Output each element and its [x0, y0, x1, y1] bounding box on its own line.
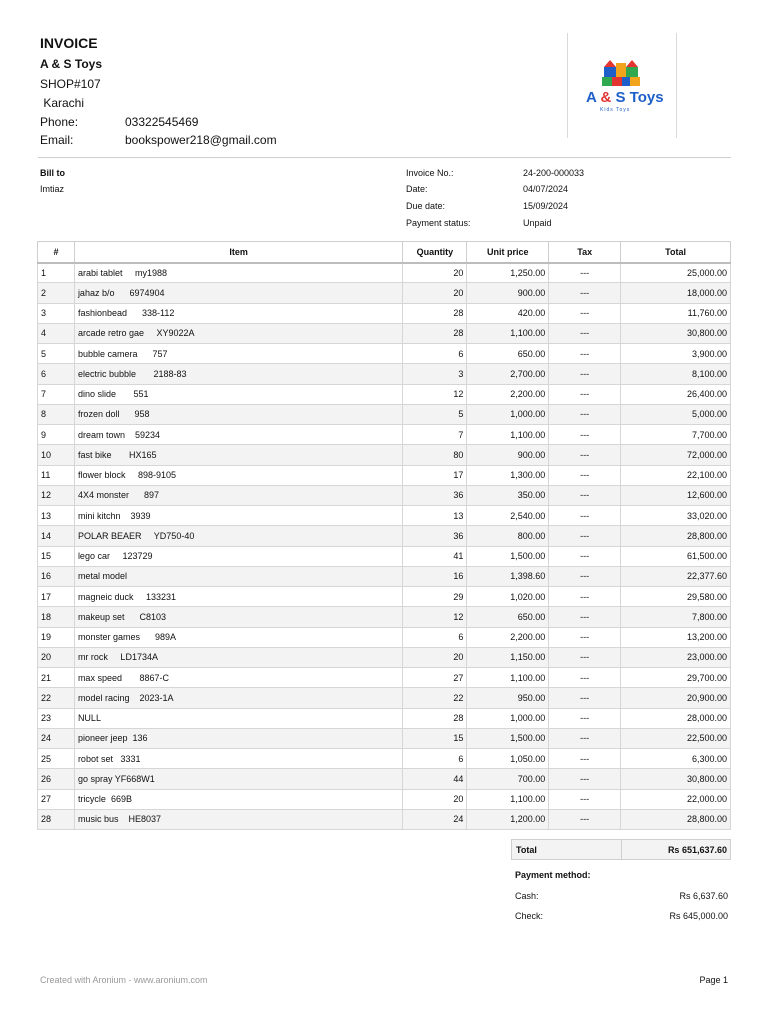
- row-item: model racing 2023-1A: [74, 688, 402, 708]
- row-tax: ---: [549, 425, 621, 445]
- row-item: go spray YF668W1: [74, 769, 402, 789]
- row-total: 28,000.00: [621, 708, 731, 728]
- row-quantity: 17: [403, 465, 467, 485]
- table-row: [38, 749, 731, 769]
- table-row: [38, 364, 731, 384]
- table-row: [38, 789, 731, 809]
- table-row: [38, 627, 731, 647]
- row-item: fast bike HX165: [74, 445, 402, 465]
- table-row: [38, 263, 731, 283]
- row-number: 15: [38, 546, 75, 566]
- table-row: [38, 526, 731, 546]
- row-quantity: 6: [403, 749, 467, 769]
- row-tax: ---: [549, 384, 621, 404]
- row-item: jahaz b/o 6974904: [74, 283, 402, 303]
- table-row: [38, 668, 731, 688]
- row-item: metal model: [74, 566, 402, 586]
- table-row: [38, 587, 731, 607]
- row-number: 7: [38, 384, 75, 404]
- row-item: pioneer jeep 136: [74, 728, 402, 748]
- row-quantity: 28: [403, 708, 467, 728]
- company-name: A & S Toys: [40, 57, 103, 71]
- row-item: electric bubble 2188-83: [74, 364, 402, 384]
- row-item: tricycle 669B: [74, 789, 402, 809]
- row-item: mini kitchn 3939: [74, 506, 402, 526]
- row-total: 28,800.00: [621, 809, 731, 829]
- row-tax: ---: [549, 607, 621, 627]
- row-quantity: 7: [403, 425, 467, 445]
- table-row: [38, 566, 731, 586]
- row-tax: ---: [549, 283, 621, 303]
- email-label: Email:: [40, 133, 74, 147]
- row-total: 29,580.00: [621, 587, 731, 607]
- row-total: 30,800.00: [621, 323, 731, 343]
- row-total: 8,100.00: [621, 364, 731, 384]
- column-header-quantity: Quantity: [403, 242, 467, 263]
- row-unit-price: 2,200.00: [467, 627, 549, 647]
- logo-tagline: Kids Toys: [600, 107, 631, 113]
- row-item: arcade retro gae XY9022A: [74, 323, 402, 343]
- row-quantity: 3: [403, 364, 467, 384]
- row-number: 11: [38, 465, 75, 485]
- row-unit-price: 950.00: [467, 688, 549, 708]
- table-row: [38, 465, 731, 485]
- row-total: 7,800.00: [621, 607, 731, 627]
- row-quantity: 20: [403, 283, 467, 303]
- row-unit-price: 900.00: [467, 283, 549, 303]
- table-row: [38, 344, 731, 364]
- row-tax: ---: [549, 566, 621, 586]
- row-total: 22,000.00: [621, 789, 731, 809]
- row-tax: ---: [549, 749, 621, 769]
- row-total: 23,000.00: [621, 647, 731, 667]
- row-total: 22,500.00: [621, 728, 731, 748]
- row-item: 4X4 monster 897: [74, 485, 402, 505]
- row-quantity: 20: [403, 263, 467, 283]
- row-unit-price: 650.00: [467, 344, 549, 364]
- row-tax: ---: [549, 769, 621, 789]
- row-quantity: 12: [403, 607, 467, 627]
- invoice-no-value: 24-200-000033: [523, 168, 585, 178]
- row-quantity: 41: [403, 546, 467, 566]
- row-number: 21: [38, 668, 75, 688]
- table-row: [38, 404, 731, 424]
- invoice-no-label: Invoice No.:: [406, 168, 454, 178]
- due-date-value: 15/09/2024: [523, 201, 569, 211]
- row-tax: ---: [549, 587, 621, 607]
- row-number: 24: [38, 728, 75, 748]
- row-unit-price: 1,250.00: [467, 263, 549, 283]
- row-number: 25: [38, 749, 75, 769]
- header-divider: [38, 157, 731, 158]
- bill-to-name: Imtiaz: [40, 184, 65, 194]
- row-quantity: 15: [403, 728, 467, 748]
- row-quantity: 44: [403, 769, 467, 789]
- logo-brand-amp: &: [600, 89, 612, 106]
- logo-brand-a: A: [586, 89, 597, 106]
- due-date-label: Due date:: [406, 201, 446, 211]
- row-number: 18: [38, 607, 75, 627]
- row-unit-price: 1,100.00: [467, 668, 549, 688]
- row-quantity: 6: [403, 344, 467, 364]
- row-total: 22,100.00: [621, 465, 731, 485]
- footer-credit: Created with Aronium - www.aronium.com: [40, 975, 208, 985]
- row-unit-price: 2,700.00: [467, 364, 549, 384]
- row-total: 5,000.00: [621, 404, 731, 424]
- column-header-unit-price: Unit price: [467, 242, 549, 263]
- column-header-tax: Tax: [549, 242, 621, 263]
- table-row: [38, 445, 731, 465]
- row-total: 22,377.60: [621, 566, 731, 586]
- grand-total-box: [511, 839, 731, 860]
- row-quantity: 28: [403, 323, 467, 343]
- row-total: 3,900.00: [621, 344, 731, 364]
- row-tax: ---: [549, 668, 621, 688]
- row-number: 12: [38, 485, 75, 505]
- row-number: 16: [38, 566, 75, 586]
- row-unit-price: 1,200.00: [467, 809, 549, 829]
- cash-label: Cash:: [515, 891, 539, 901]
- payment-method-label: Payment method:: [515, 870, 591, 880]
- logo-brand: [586, 89, 664, 106]
- row-unit-price: 700.00: [467, 769, 549, 789]
- row-quantity: 13: [403, 506, 467, 526]
- row-tax: ---: [549, 323, 621, 343]
- row-number: 8: [38, 404, 75, 424]
- row-item: NULL: [74, 708, 402, 728]
- table-row: [38, 728, 731, 748]
- grand-total-value: Rs 651,637.60: [667, 845, 727, 855]
- row-quantity: 20: [403, 789, 467, 809]
- email-value: bookspower218@gmail.com: [125, 133, 277, 147]
- page-title: INVOICE: [40, 35, 98, 51]
- row-item: frozen doll 958: [74, 404, 402, 424]
- row-unit-price: 1,050.00: [467, 749, 549, 769]
- page-number: Page 1: [699, 975, 728, 985]
- column-header-item: Item: [74, 242, 402, 263]
- row-tax: ---: [549, 627, 621, 647]
- row-quantity: 22: [403, 688, 467, 708]
- phone-value: 03322545469: [125, 115, 199, 129]
- table-row: [38, 323, 731, 343]
- row-item: mr rock LD1734A: [74, 647, 402, 667]
- row-total: 72,000.00: [621, 445, 731, 465]
- row-number: 20: [38, 647, 75, 667]
- row-item: makeup set C8103: [74, 607, 402, 627]
- column-header-total: Total: [621, 242, 731, 263]
- row-number: 23: [38, 708, 75, 728]
- row-tax: ---: [549, 789, 621, 809]
- row-unit-price: 650.00: [467, 607, 549, 627]
- table-row: [38, 283, 731, 303]
- row-number: 19: [38, 627, 75, 647]
- table-row: [38, 688, 731, 708]
- row-quantity: 12: [403, 384, 467, 404]
- row-unit-price: 2,200.00: [467, 384, 549, 404]
- row-quantity: 36: [403, 526, 467, 546]
- row-tax: ---: [549, 465, 621, 485]
- row-tax: ---: [549, 708, 621, 728]
- row-number: 10: [38, 445, 75, 465]
- phone-label: Phone:: [40, 115, 79, 129]
- table-row: [38, 303, 731, 323]
- row-number: 28: [38, 809, 75, 829]
- row-tax: ---: [549, 546, 621, 566]
- table-row: [38, 647, 731, 667]
- row-item: flower block 898-9105: [74, 465, 402, 485]
- row-total: 6,300.00: [621, 749, 731, 769]
- check-label: Check:: [515, 911, 544, 921]
- row-number: 3: [38, 303, 75, 323]
- row-item: max speed 8867-C: [74, 668, 402, 688]
- row-item: lego car 123729: [74, 546, 402, 566]
- row-item: POLAR BEAER YD750-40: [74, 526, 402, 546]
- row-total: 11,760.00: [621, 303, 731, 323]
- row-quantity: 36: [403, 485, 467, 505]
- row-total: 12,600.00: [621, 485, 731, 505]
- address-line-2: Karachi: [40, 96, 85, 110]
- row-quantity: 27: [403, 668, 467, 688]
- row-unit-price: 1,100.00: [467, 425, 549, 445]
- row-item: monster games 989A: [74, 627, 402, 647]
- row-quantity: 5: [403, 404, 467, 424]
- row-item: arabi tablet my1988: [74, 263, 402, 283]
- row-tax: ---: [549, 485, 621, 505]
- row-total: 26,400.00: [621, 384, 731, 404]
- table-row: [38, 425, 731, 445]
- row-tax: ---: [549, 404, 621, 424]
- row-unit-price: 1,398.60: [467, 566, 549, 586]
- row-number: 27: [38, 789, 75, 809]
- table-row: [38, 769, 731, 789]
- row-tax: ---: [549, 647, 621, 667]
- row-quantity: 16: [403, 566, 467, 586]
- row-item: dino slide 551: [74, 384, 402, 404]
- row-tax: ---: [549, 809, 621, 829]
- row-total: 30,800.00: [621, 769, 731, 789]
- logo-brand-s: S Toys: [615, 89, 664, 106]
- column-header-number: #: [38, 242, 75, 263]
- row-quantity: 24: [403, 809, 467, 829]
- row-quantity: 80: [403, 445, 467, 465]
- row-unit-price: 1,500.00: [467, 546, 549, 566]
- row-total: 7,700.00: [621, 425, 731, 445]
- row-number: 14: [38, 526, 75, 546]
- bill-to-label: Bill to: [40, 168, 65, 178]
- row-tax: ---: [549, 526, 621, 546]
- row-unit-price: 420.00: [467, 303, 549, 323]
- table-row: [38, 607, 731, 627]
- row-tax: ---: [549, 445, 621, 465]
- row-unit-price: 1,000.00: [467, 404, 549, 424]
- table-row: [38, 384, 731, 404]
- payment-status-value: Unpaid: [523, 218, 552, 228]
- row-quantity: 20: [403, 647, 467, 667]
- row-number: 1: [38, 263, 75, 283]
- table-row: [38, 485, 731, 505]
- row-number: 6: [38, 364, 75, 384]
- row-item: music bus HE8037: [74, 809, 402, 829]
- row-unit-price: 1,100.00: [467, 323, 549, 343]
- row-item: fashionbead 338-112: [74, 303, 402, 323]
- grand-total-label: Total: [516, 845, 537, 855]
- row-tax: ---: [549, 506, 621, 526]
- table-row: [38, 506, 731, 526]
- row-unit-price: 1,000.00: [467, 708, 549, 728]
- row-number: 13: [38, 506, 75, 526]
- date-value: 04/07/2024: [523, 184, 569, 194]
- row-unit-price: 900.00: [467, 445, 549, 465]
- row-unit-price: 2,540.00: [467, 506, 549, 526]
- logo: [567, 33, 677, 138]
- row-number: 2: [38, 283, 75, 303]
- row-tax: ---: [549, 728, 621, 748]
- row-total: 33,020.00: [621, 506, 731, 526]
- address-line-1: SHOP#107: [40, 77, 101, 91]
- row-number: 4: [38, 323, 75, 343]
- cash-value: Rs 6,637.60: [679, 891, 728, 901]
- row-quantity: 29: [403, 587, 467, 607]
- row-item: dream town 59234: [74, 425, 402, 445]
- row-number: 26: [38, 769, 75, 789]
- table-body: [38, 263, 731, 830]
- row-tax: ---: [549, 344, 621, 364]
- row-unit-price: 1,150.00: [467, 647, 549, 667]
- toy-blocks-icon: [598, 59, 644, 87]
- table-header-row: [38, 242, 731, 263]
- row-total: 18,000.00: [621, 283, 731, 303]
- row-quantity: 6: [403, 627, 467, 647]
- row-total: 61,500.00: [621, 546, 731, 566]
- row-unit-price: 1,020.00: [467, 587, 549, 607]
- row-number: 17: [38, 587, 75, 607]
- row-unit-price: 1,100.00: [467, 789, 549, 809]
- row-number: 22: [38, 688, 75, 708]
- table-row: [38, 546, 731, 566]
- row-item: bubble camera 757: [74, 344, 402, 364]
- items-table: [37, 241, 731, 830]
- row-unit-price: 1,300.00: [467, 465, 549, 485]
- row-total: 13,200.00: [621, 627, 731, 647]
- row-quantity: 28: [403, 303, 467, 323]
- row-unit-price: 800.00: [467, 526, 549, 546]
- row-tax: ---: [549, 688, 621, 708]
- row-unit-price: 350.00: [467, 485, 549, 505]
- total-divider: [621, 840, 622, 859]
- row-tax: ---: [549, 263, 621, 283]
- row-tax: ---: [549, 364, 621, 384]
- date-label: Date:: [406, 184, 428, 194]
- row-number: 5: [38, 344, 75, 364]
- table-row: [38, 809, 731, 829]
- row-item: magneic duck 133231: [74, 587, 402, 607]
- row-unit-price: 1,500.00: [467, 728, 549, 748]
- row-tax: ---: [549, 303, 621, 323]
- row-total: 20,900.00: [621, 688, 731, 708]
- row-item: robot set 3331: [74, 749, 402, 769]
- table-row: [38, 708, 731, 728]
- check-value: Rs 645,000.00: [669, 911, 728, 921]
- row-total: 29,700.00: [621, 668, 731, 688]
- row-total: 28,800.00: [621, 526, 731, 546]
- row-total: 25,000.00: [621, 263, 731, 283]
- payment-status-label: Payment status:: [406, 218, 471, 228]
- row-number: 9: [38, 425, 75, 445]
